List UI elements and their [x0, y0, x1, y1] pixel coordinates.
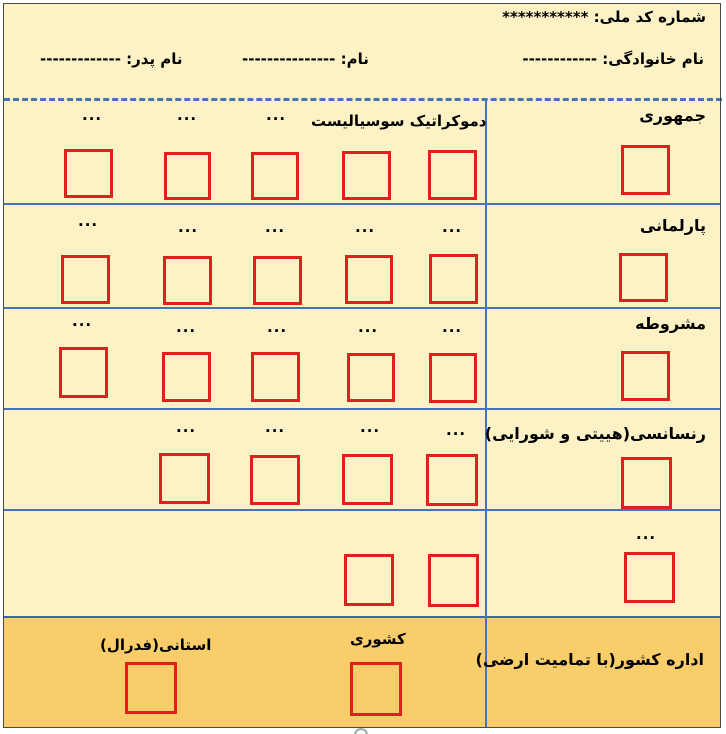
checkbox[interactable] — [61, 255, 110, 304]
checkbox[interactable] — [342, 454, 393, 505]
column-header: ... — [355, 218, 376, 236]
checkbox-other[interactable] — [624, 552, 675, 603]
form-body-background — [4, 4, 720, 617]
national-code-text: شماره کد ملی: *********** — [502, 8, 706, 26]
column-header: ... — [442, 318, 463, 336]
column-header: ... — [177, 106, 198, 124]
column-header: ... — [178, 218, 199, 236]
checkbox-parliamentary[interactable] — [619, 253, 668, 302]
checkbox[interactable] — [253, 256, 302, 305]
header-divider — [4, 98, 722, 101]
column-header: ... — [72, 312, 93, 330]
row-divider — [4, 408, 720, 410]
checkbox[interactable] — [347, 353, 395, 402]
checkbox[interactable] — [159, 453, 210, 504]
checkbox[interactable] — [429, 254, 478, 304]
column-header: ... — [266, 106, 287, 124]
row-label-parliamentary: پارلمانی — [639, 216, 706, 235]
checkbox[interactable] — [250, 455, 300, 505]
checkbox[interactable] — [163, 256, 212, 305]
checkbox[interactable] — [426, 454, 478, 506]
checkbox-federal[interactable] — [125, 662, 177, 714]
column-header: ... — [176, 418, 197, 436]
footer-column-divider — [485, 617, 487, 727]
row-label-constitutional: مشروطه — [635, 314, 706, 333]
checkbox-renaissance[interactable] — [621, 457, 672, 509]
label-column-divider — [485, 100, 487, 617]
checkbox[interactable] — [164, 152, 211, 200]
row-label-republic: جمهوری — [639, 106, 706, 125]
checkbox[interactable] — [428, 554, 479, 607]
checkbox[interactable] — [251, 352, 300, 402]
row-divider — [4, 307, 720, 309]
checkbox-constitutional[interactable] — [621, 351, 670, 401]
checkbox[interactable] — [251, 152, 299, 200]
column-header: ... — [78, 212, 99, 230]
checkbox[interactable] — [59, 347, 108, 398]
checkbox[interactable] — [345, 255, 393, 304]
checkbox[interactable] — [342, 151, 391, 200]
checkbox[interactable] — [162, 352, 211, 402]
column-header: ... — [82, 106, 103, 124]
national-option-label: کشوری — [350, 630, 406, 648]
row-divider — [4, 203, 720, 205]
row-divider — [4, 509, 720, 511]
footer-title: اداره کشور(با تمامیت ارضی) — [475, 650, 704, 669]
column-header: ... — [176, 318, 197, 336]
column-header: ... — [442, 218, 463, 236]
family-name-field: نام خانوادگی: ------------ — [522, 50, 704, 68]
column-header-democratic-socialist: دموکراتیک سوسیالیست — [311, 112, 487, 130]
column-header: ... — [267, 318, 288, 336]
column-header: ... — [265, 218, 286, 236]
footer-divider — [4, 616, 720, 618]
federal-option-label: استانی(فدرال) — [100, 636, 212, 654]
row-label-renaissance: رنسانسی(هییتی و شورایی) — [484, 424, 706, 443]
column-header: ... — [358, 318, 379, 336]
row-label-other: ... — [636, 525, 657, 543]
first-name-field: نام: --------------- — [242, 50, 369, 68]
father-name-field: نام پدر: ------------- — [40, 50, 183, 68]
checkbox[interactable] — [64, 149, 113, 198]
checkbox-republic[interactable] — [621, 145, 670, 195]
column-header: ... — [446, 421, 467, 439]
cropped-mark — [354, 726, 368, 734]
column-header: ... — [265, 418, 286, 436]
checkbox-national[interactable] — [350, 662, 402, 716]
checkbox[interactable] — [428, 150, 477, 200]
checkbox[interactable] — [429, 353, 477, 403]
column-header: ... — [360, 418, 381, 436]
checkbox[interactable] — [344, 554, 394, 606]
